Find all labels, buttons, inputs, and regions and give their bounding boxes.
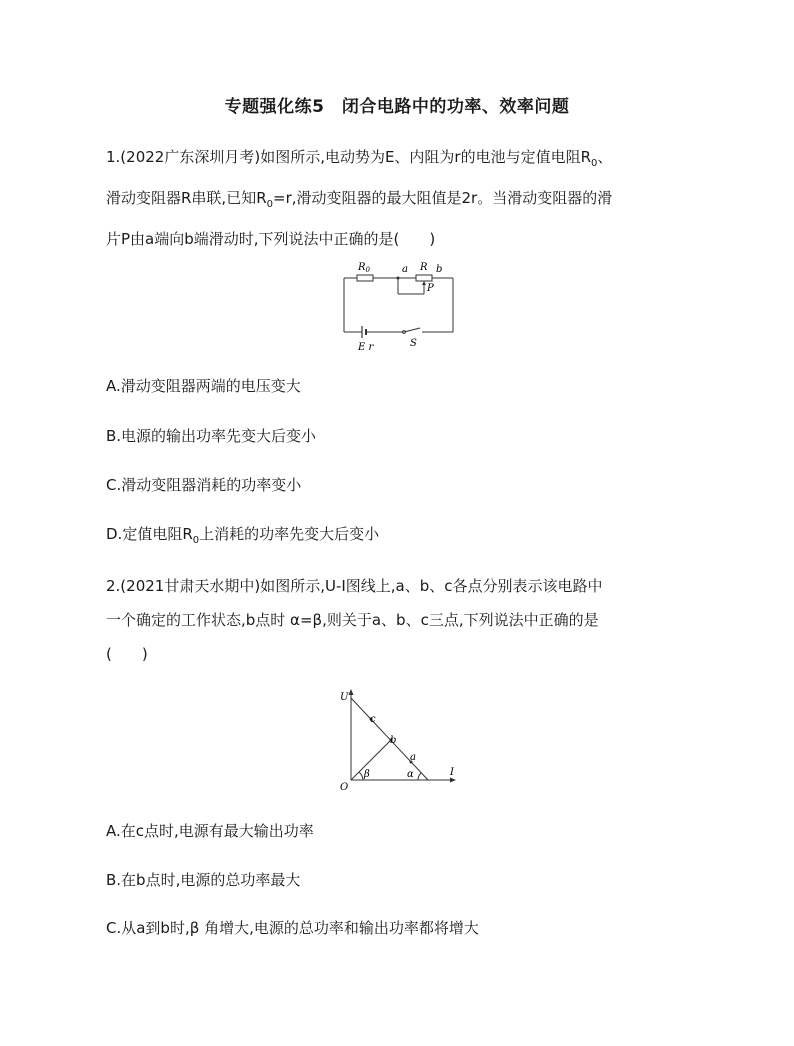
question-1-option-b[interactable]: B.电源的输出功率先变大后变小 xyxy=(106,427,317,445)
label-r: R xyxy=(420,262,428,273)
question-2-line-2: 一个确定的工作状态,b点时 α=β,则关于a、b、c三点,下列说法中正确的是 xyxy=(106,611,599,629)
question-1-line-2: 滑动变阻器R串联,已知$R_0=r$,滑动变阻器的最大阻值是2r。当滑动变阻器的滑 xyxy=(106,189,613,210)
label-u: U xyxy=(340,692,349,703)
label-i: I xyxy=(450,767,454,778)
label-s: S xyxy=(410,338,417,349)
label-alpha: α xyxy=(407,769,414,780)
question-2-option-a[interactable]: A.在c点时,电源有最大输出功率 xyxy=(106,822,314,840)
question-2-option-c[interactable]: C.从a到b时,β 角增大,电源的总功率和输出功率都将增大 xyxy=(106,919,479,937)
page-title: 专题强化练5 闭合电路中的功率、效率问题 xyxy=(224,97,570,117)
label-p: P xyxy=(427,283,434,294)
circuit-diagram xyxy=(336,258,462,354)
label-beta: β xyxy=(364,769,370,780)
question-1-line-1: 1.(2022广东深圳月考)如图所示,电动势为E、内阻为r的电池与定值电阻$R_0$、 xyxy=(106,148,613,169)
label-a: a xyxy=(410,752,416,763)
label-e-r: E r xyxy=(358,342,374,353)
label-a: a xyxy=(402,264,408,275)
question-2-line-1: 2.(2021甘肃天水期中)如图所示,U-I图线上,a、b、c各点分别表示该电路中 xyxy=(106,577,603,595)
question-2-stem xyxy=(106,569,686,671)
label-c: c xyxy=(370,714,376,725)
question-1-option-d[interactable]: D.定值电阻$R_0$上消耗的功率先变大后变小 xyxy=(106,525,380,546)
label-b: b xyxy=(436,264,443,275)
question-2-option-b[interactable]: B.在b点时,电源的总功率最大 xyxy=(106,871,301,889)
question-1-stem xyxy=(106,140,686,256)
label-o: O xyxy=(340,782,349,793)
label-b: b xyxy=(390,735,397,746)
question-1-line-3: 片P由a端向b端滑动时,下列说法中正确的是( ) xyxy=(106,230,436,248)
u-i-graph xyxy=(336,688,464,796)
label-r0: $R_0$ xyxy=(358,262,370,274)
question-2-line-3: ( ) xyxy=(106,645,148,663)
question-1-option-a[interactable]: A.滑动变阻器两端的电压变大 xyxy=(106,377,301,395)
question-1-option-c[interactable]: C.滑动变阻器消耗的功率变小 xyxy=(106,476,302,494)
